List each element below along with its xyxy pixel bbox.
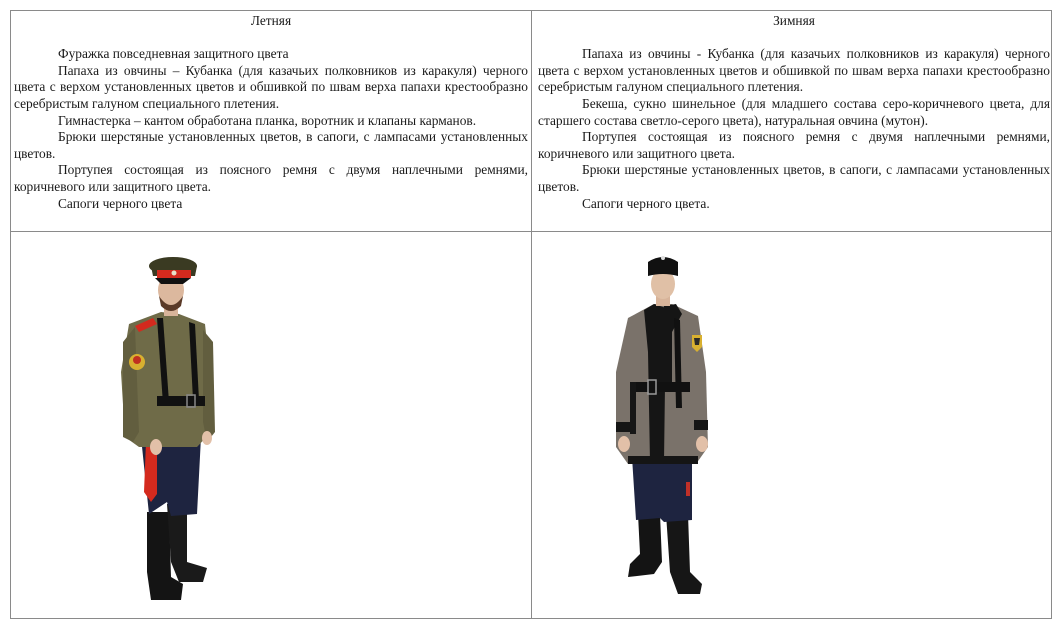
uniform-table — [10, 10, 1052, 619]
summer-heading: Летняя — [250, 13, 292, 28]
winter-description-cell — [538, 11, 1050, 212]
winter-item-trousers: Брюки шерстяные установленных цветов, в сапоги, с лампасами установленных цветов. — [538, 162, 1050, 194]
summer-item-tunic: Гимнастерка – кантом обработана планка, воротник и клапаны карманов. — [58, 112, 477, 128]
winter-item-bekesha: Бекеша, сукно шинельное (для младшего состава серо-коричневого цвета, для старшего состава светло-серого цвета), натуральная овчина (мутон). — [538, 95, 1050, 128]
winter-heading: Зимняя — [773, 13, 815, 28]
summer-item-belt: Портупея состоящая из поясного ремня с двумя наплечными ремнями, коричневого или защитного цвета. — [14, 162, 528, 194]
winter-item-boots: Сапоги черного цвета. — [582, 195, 710, 211]
summer-description-cell — [14, 11, 528, 212]
summer-item-cap: Фуражка повседневная защитного цвета — [58, 46, 289, 62]
summer-cossack-uniform-photo — [11, 232, 531, 619]
summer-item-trousers: Брюки шерстяные установленных цветов, в сапоги, с лампасами установленных цветов. — [14, 129, 528, 161]
winter-item-papakha: Папаха из овчины - Кубанка (для казачьих полковников из каракуля) черного цвета с верхом установленных цветов и обшивкой по швам верха папахи крестообразно серебристым галуном специального плетения. — [538, 46, 1050, 95]
summer-item-papakha: Папаха из овчины – Кубанка (для казачьих полковников из каракуля) черного цвета с верхом установленных цветов и обшивкой по швам верха папахи крестообразно серебристым галуном специального плетения. — [14, 62, 528, 111]
winter-cossack-uniform-photo — [532, 232, 1052, 619]
summer-item-boots: Сапоги черного цвета — [58, 195, 183, 211]
winter-item-belt: Портупея состоящая из поясного ремня с двумя наплечными ремнями, коричневого или защитного цвета. — [538, 129, 1050, 161]
